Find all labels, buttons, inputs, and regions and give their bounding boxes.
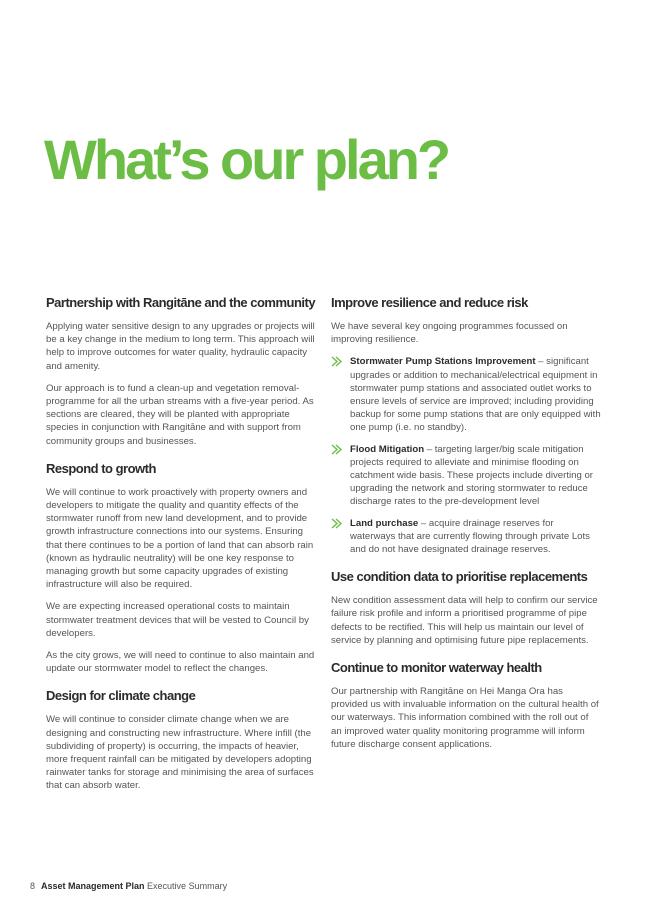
section-climate-change (46, 687, 318, 792)
section-heading: Design for climate change (46, 688, 196, 704)
paragraph: New condition assessment data will help to confirm our service failure risk profile and inform a prioritised programme of pipe defects to be rectified. This will help us maintain our level of service by planning and optimising future pipe replacements. (331, 595, 598, 646)
page-footer (30, 880, 227, 892)
section-heading: Partnership with Rangitāne and the community (46, 295, 316, 310)
section-waterway-health (331, 659, 601, 751)
double-chevron-right-icon (331, 356, 343, 367)
section-heading: Improve resilience and reduce risk (331, 295, 528, 310)
section-heading: Continue to monitor waterway health (331, 660, 542, 676)
footer-doc-title: Asset Management Plan (41, 881, 145, 891)
bullet-list (331, 355, 601, 556)
list-item (331, 355, 601, 434)
page-title: What’s our plan? (44, 128, 449, 191)
right-column (331, 294, 601, 763)
double-chevron-right-icon (331, 444, 343, 455)
bullet-term: Flood Mitigation (350, 443, 425, 455)
bullet-text: – significant upgrades or addition to mechanical/electrical equipment in stormwater pump stations and associated outlet works to ensure levels of service are improved; including providing backup for some pump stations that are only equipped with one pump (i.e. no standby). (350, 356, 601, 434)
section-condition-data (331, 568, 601, 647)
section-partnership (46, 294, 318, 448)
section-heading: Respond to growth (46, 460, 156, 476)
paragraph: Applying water sensitive design to any upgrades or projects will be a key change in the medium to long term. This approach will help to improve outcomes for water quality, hydraulic capacity and amenity. (46, 321, 315, 372)
paragraph: We will continue to work proactively with property owners and developers to mitigate the quality and quantity effects of the stormwater runoff from new land development, and to provide growth infrastructure connections into our systems. Ensuring that there continues to be a portion of land that can absorb rain (known as hydraulic neutrality) will be one key response to managing growth but some capacity upgrades of existing infrastructure will also be required. (46, 486, 314, 591)
section-resilience (331, 294, 601, 556)
paragraph: We have several key ongoing programmes focussed on improving resilience. (331, 321, 568, 346)
paragraph: We are expecting increased operational costs to maintain stormwater treatment devices that will be vested to Council by developers. (46, 601, 309, 639)
bullet-term: Land purchase (350, 517, 419, 529)
bullet-term: Stormwater Pump Stations Improvement (350, 356, 536, 368)
paragraph: We will continue to consider climate change when we are designing and constructing new infrastructure. Where infill (the subdividing of property) is occurring, the impacts of heavier, more frequent rainfall can be mitigated by developers adopting rainwater tanks for storage and minimising the area of surfaces that can absorb water. (46, 714, 314, 792)
list-item (331, 443, 601, 509)
bullet-text: – acquire drainage reserves for waterways that are currently flowing through private Lots and do not have designated drainage reserves. (350, 517, 590, 556)
footer-doc-subtitle: Executive Summary (144, 881, 228, 891)
paragraph: Our partnership with Rangitāne on Hei Manga Ora has provided us with invaluable information on the cultural health of our waterways. This information combined with the roll out of an improved water quality monitoring programme will inform future discharge consent applications. (331, 686, 599, 750)
paragraph: As the city grows, we will need to continue to also maintain and update our stormwater model to reflect the changes. (46, 650, 315, 675)
page-number: 8 (30, 881, 36, 891)
list-item (331, 517, 601, 557)
section-heading: Use condition data to prioritise replacements (331, 569, 588, 585)
bullet-text: – targeting larger/big scale mitigation projects required to alleviate and minimise flooding on catchment wide basis. These projects include diverting or upgrading the network and storing stormwater to reduce discharge rates to the pre-development level (350, 443, 593, 508)
double-chevron-right-icon (331, 518, 343, 529)
paragraph: Our approach is to fund a clean-up and vegetation removal-programme for all the urban streams with a five-year period. As sections are cleared, they will be planted with appropriate species in conjunction with Rangitāne and with support from community groups and businesses. (46, 382, 314, 447)
section-respond-to-growth (46, 460, 318, 676)
left-column (46, 294, 318, 805)
